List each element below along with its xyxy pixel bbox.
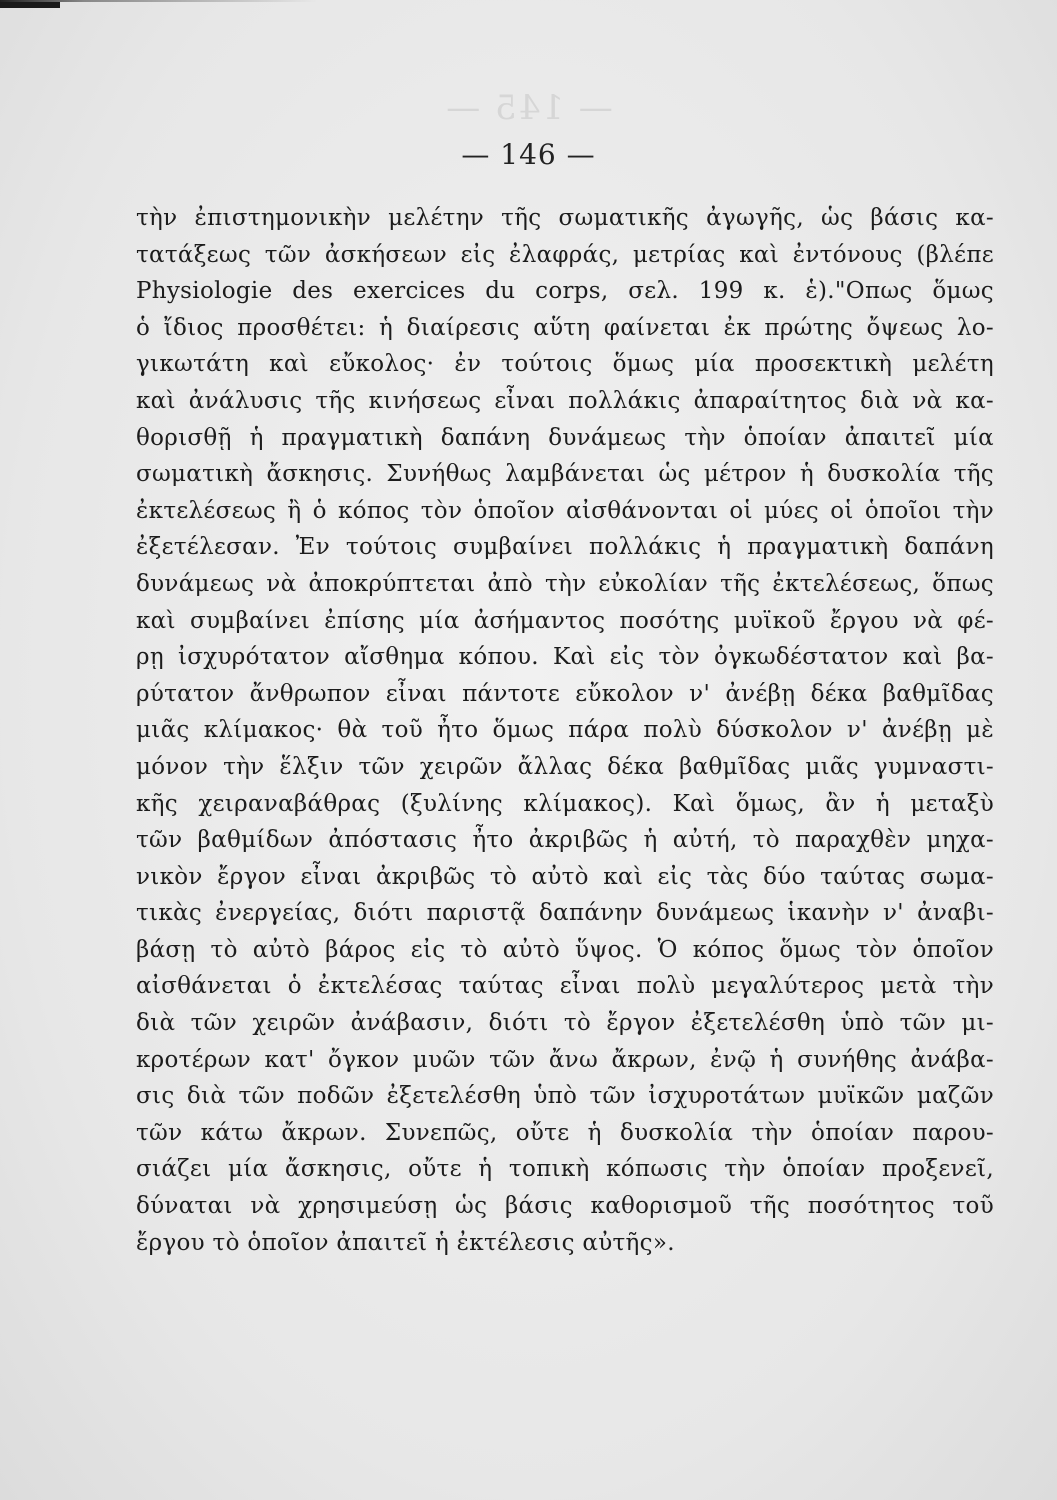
text-line: ἐξετέλεσαν. Ἐν τούτοις συμβαίνει πολλάκις ἡ πραγματικὴ δαπάνη	[136, 534, 994, 561]
text-line: ρῃ ἰσχυρότατον αἴσθημα κόπου. Καὶ εἰς τὸν ὀγκωδέστατον καὶ βα-	[136, 644, 994, 671]
text-line: ρύτατον ἄνθρωπον εἶναι πάντοτε εὔκολον ν' ἀνέβῃ δέκα βαθμῖδας	[136, 680, 994, 707]
bleed-through-page-number: — 145 —	[444, 88, 613, 128]
text-line: κῆς χειραναβάθρας (ξυλίνης κλίμακος). Καὶ ὅμως, ἂν ἡ μεταξὺ	[136, 790, 994, 817]
text-line: καὶ συμβαίνει ἐπίσης μία ἀσήμαντος ποσότης μυϊκοῦ ἔργου νὰ φέ-	[136, 607, 994, 634]
scan-edge-line	[0, 0, 1057, 2]
body-text	[136, 200, 994, 1261]
text-line: βάσῃ τὸ αὐτὸ βάρος εἰς τὸ αὐτὸ ὕψος. Ὁ κόπος ὅμως τὸν ὁποῖον	[136, 936, 994, 963]
text-line: καὶ ἀνάλυσις τῆς κινήσεως εἶναι πολλάκις ἀπαραίτητος διὰ νὰ κα-	[136, 387, 994, 414]
text-line: τῶν βαθμίδων ἀπόστασις ἦτο ἀκριβῶς ἡ αὐτή, τὸ παραχθὲν μηχα-	[136, 827, 994, 854]
text-line: κροτέρων κατ' ὄγκον μυῶν τῶν ἄνω ἄκρων, ἐνῷ ἡ συνήθης ἀνάβα-	[136, 1046, 994, 1073]
text-line: γικωτάτη καὶ εὔκολος· ἐν τούτοις ὅμως μία προσεκτικὴ μελέτη	[136, 351, 994, 378]
text-line: ὁ ἴδιος προσθέτει: ἡ διαίρεσις αὕτη φαίνεται ἐκ πρώτης ὄψεως λο-	[136, 314, 994, 341]
text-line: νικὸν ἔργον εἶναι ἀκριβῶς τὸ αὐτὸ καὶ εἰς τὰς δύο ταύτας σωμα-	[136, 863, 994, 890]
text-line: τατάξεως τῶν ἀσκήσεων εἰς ἐλαφράς, μετρίας καὶ ἐντόνους (βλέπε	[136, 241, 994, 268]
text-line: μιᾶς κλίμακος· θὰ τοῦ ἦτο ὅμως πάρα πολὺ δύσκολον ν' ἀνέβῃ μὲ	[136, 717, 994, 744]
text-line: ἔργου τὸ ὁποῖον ἀπαιτεῖ ἡ ἐκτέλεσις αὐτῆς».	[136, 1229, 675, 1256]
text-line: δυνάμεως νὰ ἀποκρύπτεται ἀπὸ τὴν εὐκολίαν τῆς ἐκτελέσεως, ὅπως	[136, 570, 994, 597]
text-line: διὰ τῶν χειρῶν ἀνάβασιν, διότι τὸ ἔργον ἐξετελέσθη ὑπὸ τῶν μι-	[136, 1010, 994, 1037]
text-line: Physiologie des exercices du corps, σελ. 199 κ. ἑ)."Οπως ὅμως	[136, 278, 994, 305]
text-line: τὴν ἐπιστημονικὴν μελέτην τῆς σωματικῆς ἀγωγῆς, ὡς βάσις κα-	[136, 205, 994, 231]
text-line: μόνον τὴν ἕλξιν τῶν χειρῶν ἄλλας δέκα βαθμῖδας μιᾶς γυμναστι-	[136, 753, 994, 780]
page-number: — 146 —	[461, 138, 596, 171]
text-line: δύναται νὰ χρησιμεύσῃ ὡς βάσις καθορισμοῦ τῆς ποσότητος τοῦ	[136, 1193, 994, 1220]
text-line: αἰσθάνεται ὁ ἐκτελέσας ταύτας εἶναι πολὺ μεγαλύτερος μετὰ τὴν	[136, 973, 994, 1000]
text-line: τικὰς ἐνεργείας, διότι παριστᾷ δαπάνην δυνάμεως ἱκανὴν ν' ἀναβι-	[136, 900, 994, 927]
text-line: σωματικὴ ἄσκησις. Συνήθως λαμβάνεται ὡς μέτρον ἡ δυσκολία τῆς	[136, 461, 994, 488]
text-line: σιάζει μία ἄσκησις, οὔτε ἡ τοπικὴ κόπωσις τὴν ὁποίαν προξενεῖ,	[136, 1156, 994, 1183]
text-line: τῶν κάτω ἄκρων. Συνεπῶς, οὔτε ἡ δυσκολία τὴν ὁποίαν παρου-	[136, 1119, 994, 1146]
text-line: θορισθῇ ἡ πραγματικὴ δαπάνη δυνάμεως τὴν ὁποίαν ἀπαιτεῖ μία	[136, 424, 994, 451]
text-line: ἐκτελέσεως ἢ ὁ κόπος τὸν ὁποῖον αἰσθάνονται οἱ μύες οἱ ὁποῖοι τὴν	[136, 497, 994, 524]
text-line: σις διὰ τῶν ποδῶν ἐξετελέσθη ὑπὸ τῶν ἰσχυροτάτων μυϊκῶν μαζῶν	[136, 1083, 994, 1110]
